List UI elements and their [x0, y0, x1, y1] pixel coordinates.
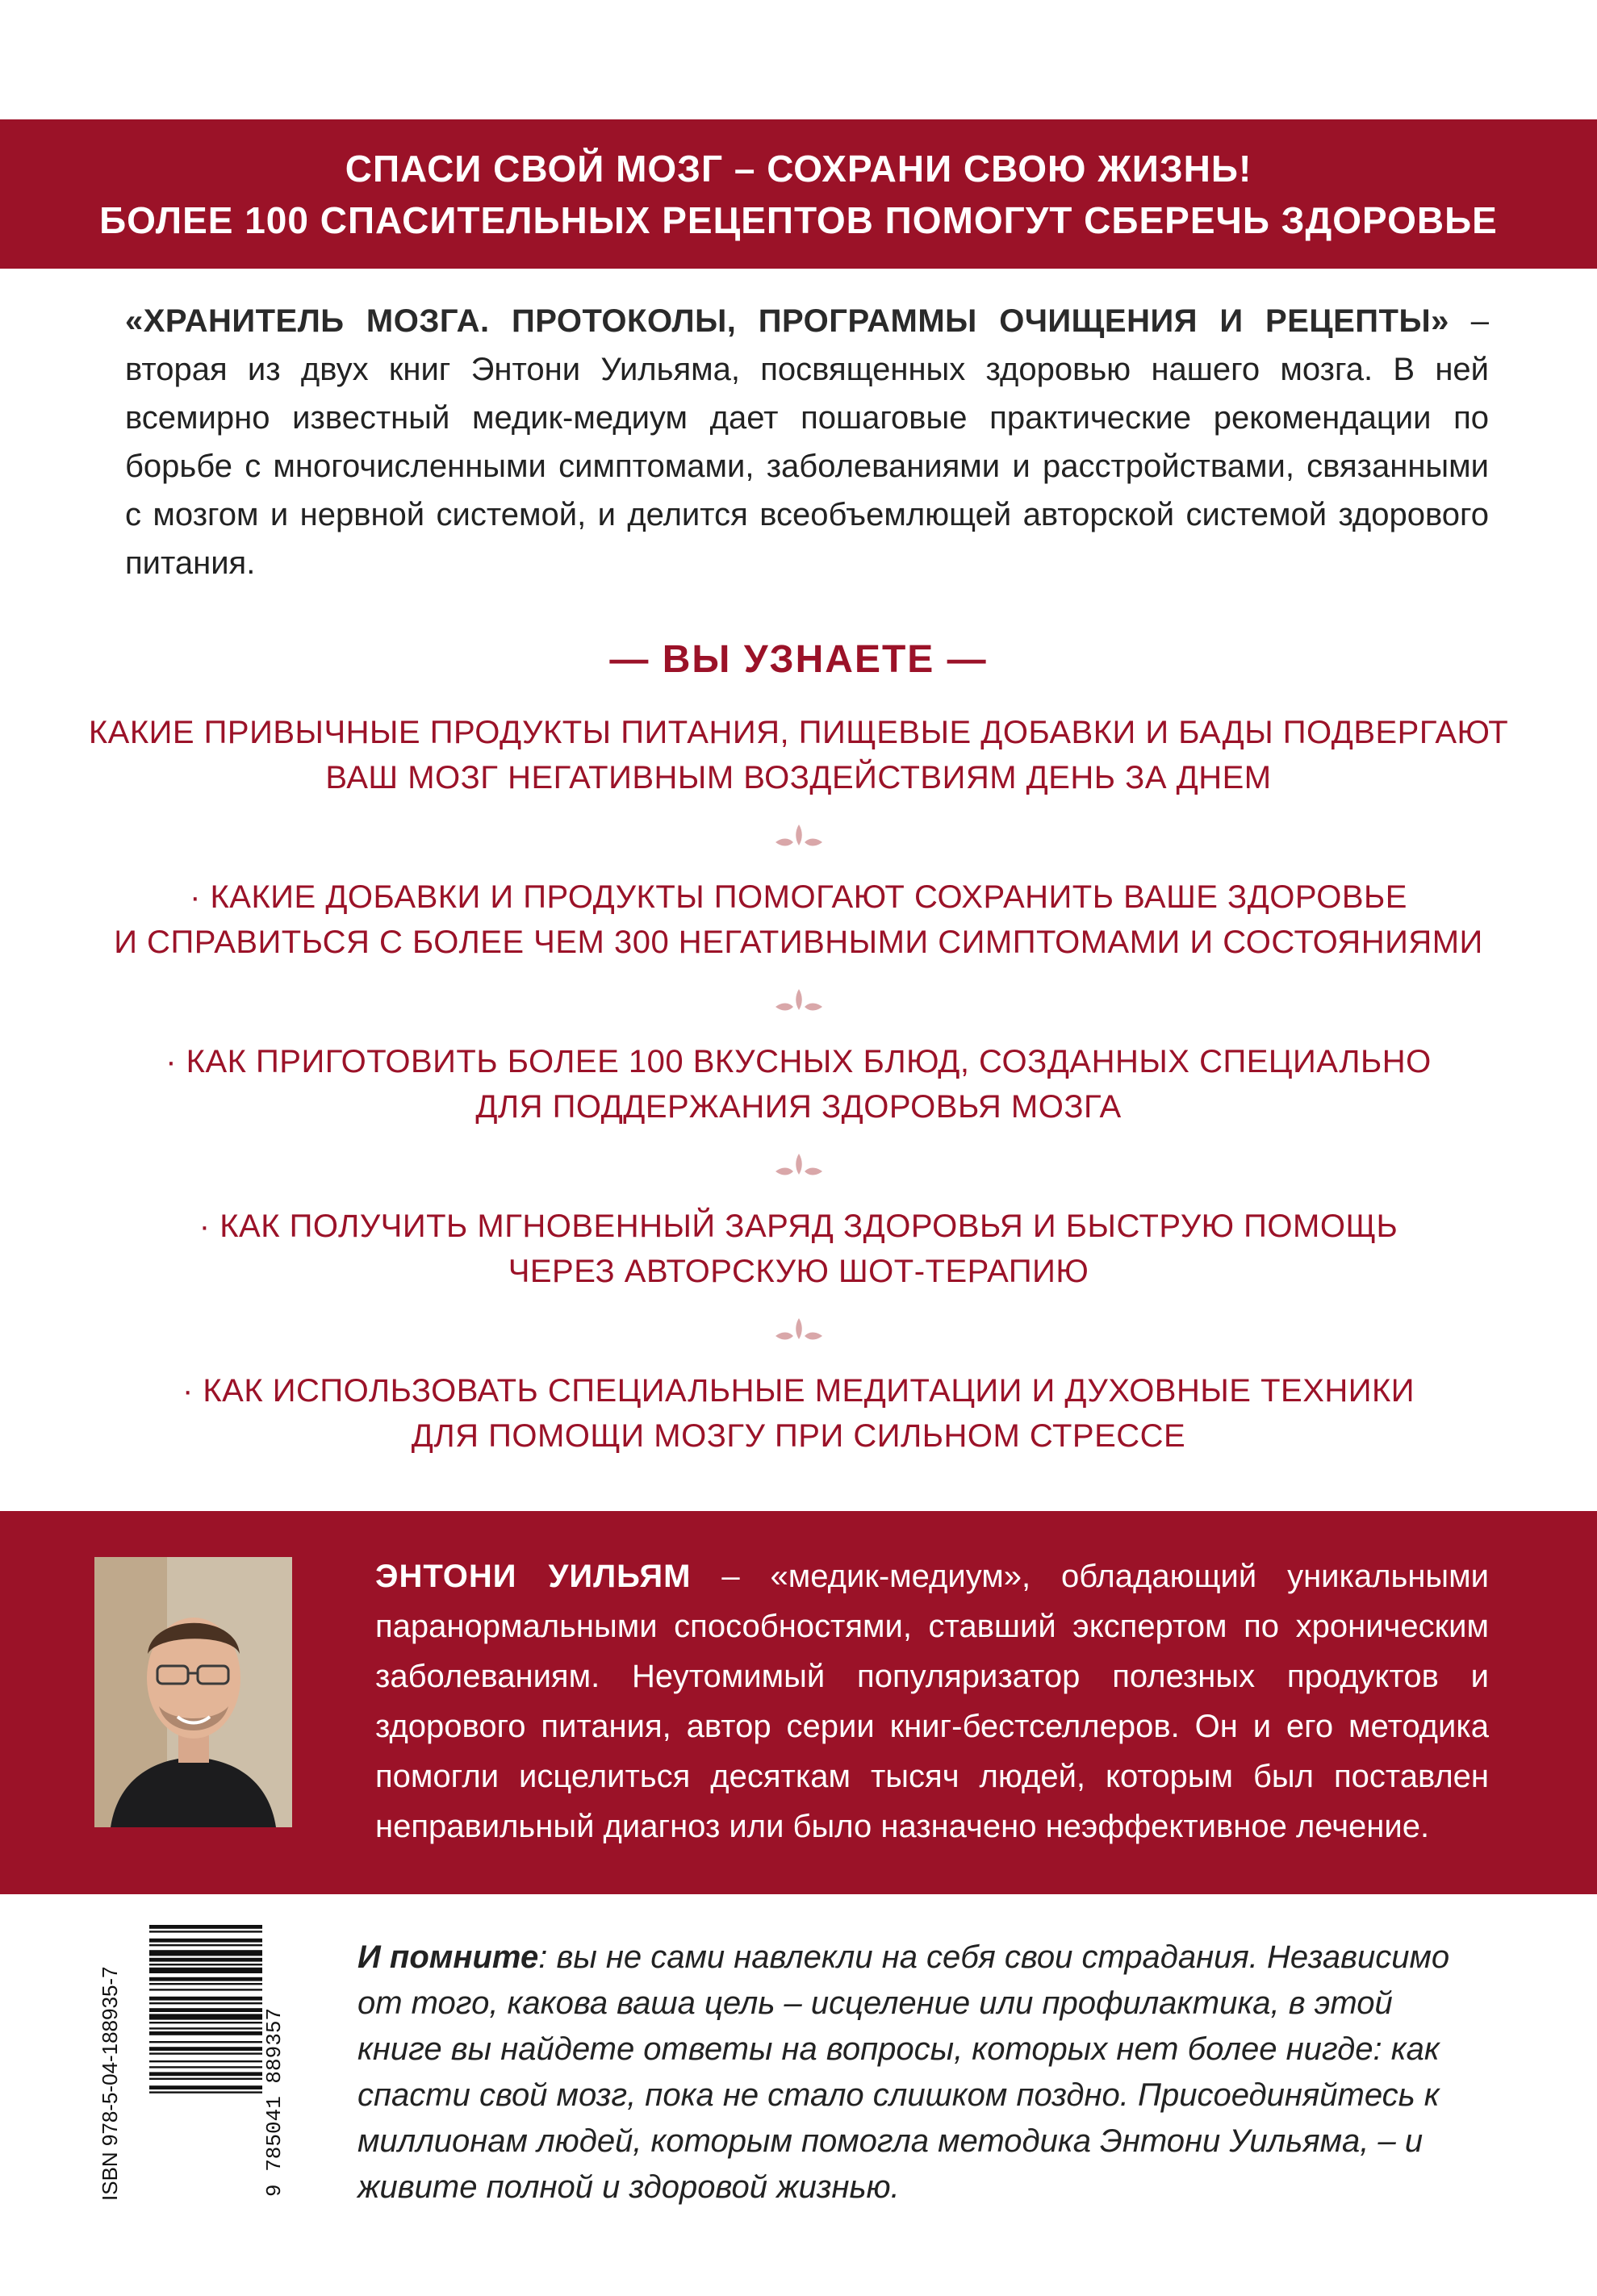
barcode-bar [149, 1944, 262, 1946]
leaf-ornament-icon [0, 965, 1597, 1039]
learn-item [0, 1368, 1597, 1459]
learn-item-line: · КАК ИСПОЛЬЗОВАТЬ СПЕЦИАЛЬНЫЕ МЕДИТАЦИИ И ДУХОВНЫЕ ТЕХНИКИ [182, 1373, 1415, 1409]
barcode-bar [149, 1950, 262, 1956]
top-banner-line-2: БОЛЕЕ 100 СПАСИТЕЛЬНЫХ РЕЦЕПТОВ ПОМОГУТ СБЕРЕЧЬ ЗДОРОВЬЕ [99, 198, 1498, 241]
barcode-digits: 9 785041 889357 [262, 2007, 286, 2197]
learn-item-line: И СПРАВИТЬСЯ С БОЛЕЕ ЧЕМ 300 НЕГАТИВНЫМИ СИМПТОМАМИ И СОСТОЯНИЯМИ [114, 925, 1483, 960]
learn-item-line: · КАКИЕ ДОБАВКИ И ПРОДУКТЫ ПОМОГАЮТ СОХРАНИТЬ ВАШЕ ЗДОРОВЬЕ [190, 879, 1407, 915]
barcode [98, 1918, 286, 2205]
author-photo [94, 1557, 292, 1827]
barcode-bar [149, 2072, 262, 2076]
learn-item-line: ДЛЯ ПОМОЩИ МОЗГУ ПРИ СИЛЬНОМ СТРЕССЕ [411, 1418, 1186, 1454]
barcode-bar [149, 2027, 262, 2029]
barcode-bar [149, 2002, 262, 2004]
closing-paragraph [357, 1935, 1479, 2210]
barcode-bar [149, 2078, 262, 2080]
barcode-bar [149, 1931, 262, 1932]
learn-item-line: ЧЕРЕЗ АВТОРСКУЮ ШОТ-ТЕРАПИЮ [508, 1254, 1089, 1289]
leaf-ornament-icon [0, 1294, 1597, 1368]
barcode-bar [149, 1925, 262, 1929]
barcode-bar [149, 2031, 262, 2035]
barcode-bar [149, 1964, 262, 1965]
book-title: «ХРАНИТЕЛЬ МОЗГА. ПРОТОКОЛЫ, ПРОГРАММЫ ОЧИЩЕНИЯ И РЕЦЕПТЫ» [125, 303, 1449, 339]
learn-item [0, 1039, 1597, 1129]
barcode-bar [149, 2060, 262, 2062]
learn-item [0, 710, 1597, 800]
barcode-bar [149, 2066, 262, 2068]
barcode-bar [149, 2022, 262, 2023]
top-banner-line-1: СПАСИ СВОЙ МОЗГ – СОХРАНИ СВОЮ ЖИЗНЬ! [345, 147, 1252, 190]
leaf-ornament-icon [0, 1129, 1597, 1204]
closing-lead: И помните [357, 1939, 539, 1975]
learn-item-line: ДЛЯ ПОДДЕРЖАНИЯ ЗДОРОВЬЯ МОЗГА [475, 1089, 1122, 1125]
barcode-bar [149, 1983, 262, 1985]
closing-text: : вы не сами навлекли на себя свои страдания. Независимо от того, какова ваша цель – исцеление или профилактика, в этой книге вы найдете ответы на вопросы, которых нет более нигде: как спасти свой мозг, пока не стало слишком поздно. Присоединяйтесь к миллионам людей, которым помогла методика Энтони Уильяма, – и живите полной и здоровой жизнью. [357, 1939, 1450, 2205]
barcode-bar [149, 2085, 262, 2089]
barcode-bar [149, 1997, 262, 2001]
author-name: ЭНТОНИ УИЛЬЯМ [375, 1559, 692, 1594]
barcode-bar [149, 2041, 262, 2043]
learn-item-line: КАКИЕ ПРИВЫЧНЫЕ ПРОДУКТЫ ПИТАНИЯ, ПИЩЕВЫЕ ДОБАВКИ И БАДЫ ПОДВЕРГАЮТ [88, 715, 1509, 750]
barcode-bar [149, 2047, 262, 2051]
barcode-bar [149, 2091, 262, 2093]
barcode-bar [149, 2052, 262, 2054]
barcode-bar [149, 2008, 262, 2012]
intro-paragraph [125, 297, 1489, 587]
intro-text: – вторая из двух книг Энтони Уильяма, посвященных здоровью нашего мозга. В ней всемирно известный медик-медиум дает пошаговые практические рекомендации по борьбе с многочисленными симптомами, заболеваниями и расстройствами, связанными с мозгом и нервной системой, и делится всеобъемлющей авторской системой здорового питания. [125, 303, 1490, 581]
learn-item [0, 875, 1597, 965]
learn-item-line: ВАШ МОЗГ НЕГАТИВНЫМ ВОЗДЕЙСТВИЯМ ДЕНЬ ЗА ДНЕМ [325, 760, 1272, 795]
barcode-bar [149, 1968, 262, 1973]
leaf-ornament-icon [0, 800, 1597, 875]
author-bio-text: – «медик-медиум», обладающий уникальными паранормальными способностями, ставший экспертом по хроническим заболеваниям. Неутомимый популяризатор полезных продуктов и здорового питания, автор серии книг-бестселлеров. Он и его методика помогли исцелиться десяткам тысяч людей, которым был поставлен неправильный диагноз или было назначено неэффективное лечение. [375, 1559, 1490, 1844]
top-banner [0, 119, 1597, 269]
barcode-bar [149, 1939, 262, 1943]
author-banner [0, 1511, 1597, 1894]
barcode-bar [149, 1989, 262, 1990]
learn-item-line: · КАК ПРИГОТОВИТЬ БОЛЕЕ 100 ВКУСНЫХ БЛЮД, СОЗДАННЫХ СПЕЦИАЛЬНО [165, 1044, 1432, 1079]
barcode-bar [149, 1977, 262, 1981]
barcode-bar [149, 2014, 262, 2019]
learn-heading: — ВЫ УЗНАЕТЕ — [609, 638, 988, 681]
learn-item-line: · КАК ПОЛУЧИТЬ МГНОВЕННЫЙ ЗАРЯД ЗДОРОВЬЯ И БЫСТРУЮ ПОМОЩЬ [199, 1209, 1398, 1244]
learn-list [0, 710, 1597, 1459]
barcode-isbn: ISBN 978-5-04-188935-7 [98, 1966, 122, 2201]
barcode-bar [149, 1958, 262, 1962]
author-bio [375, 1551, 1489, 1851]
learn-item [0, 1204, 1597, 1294]
